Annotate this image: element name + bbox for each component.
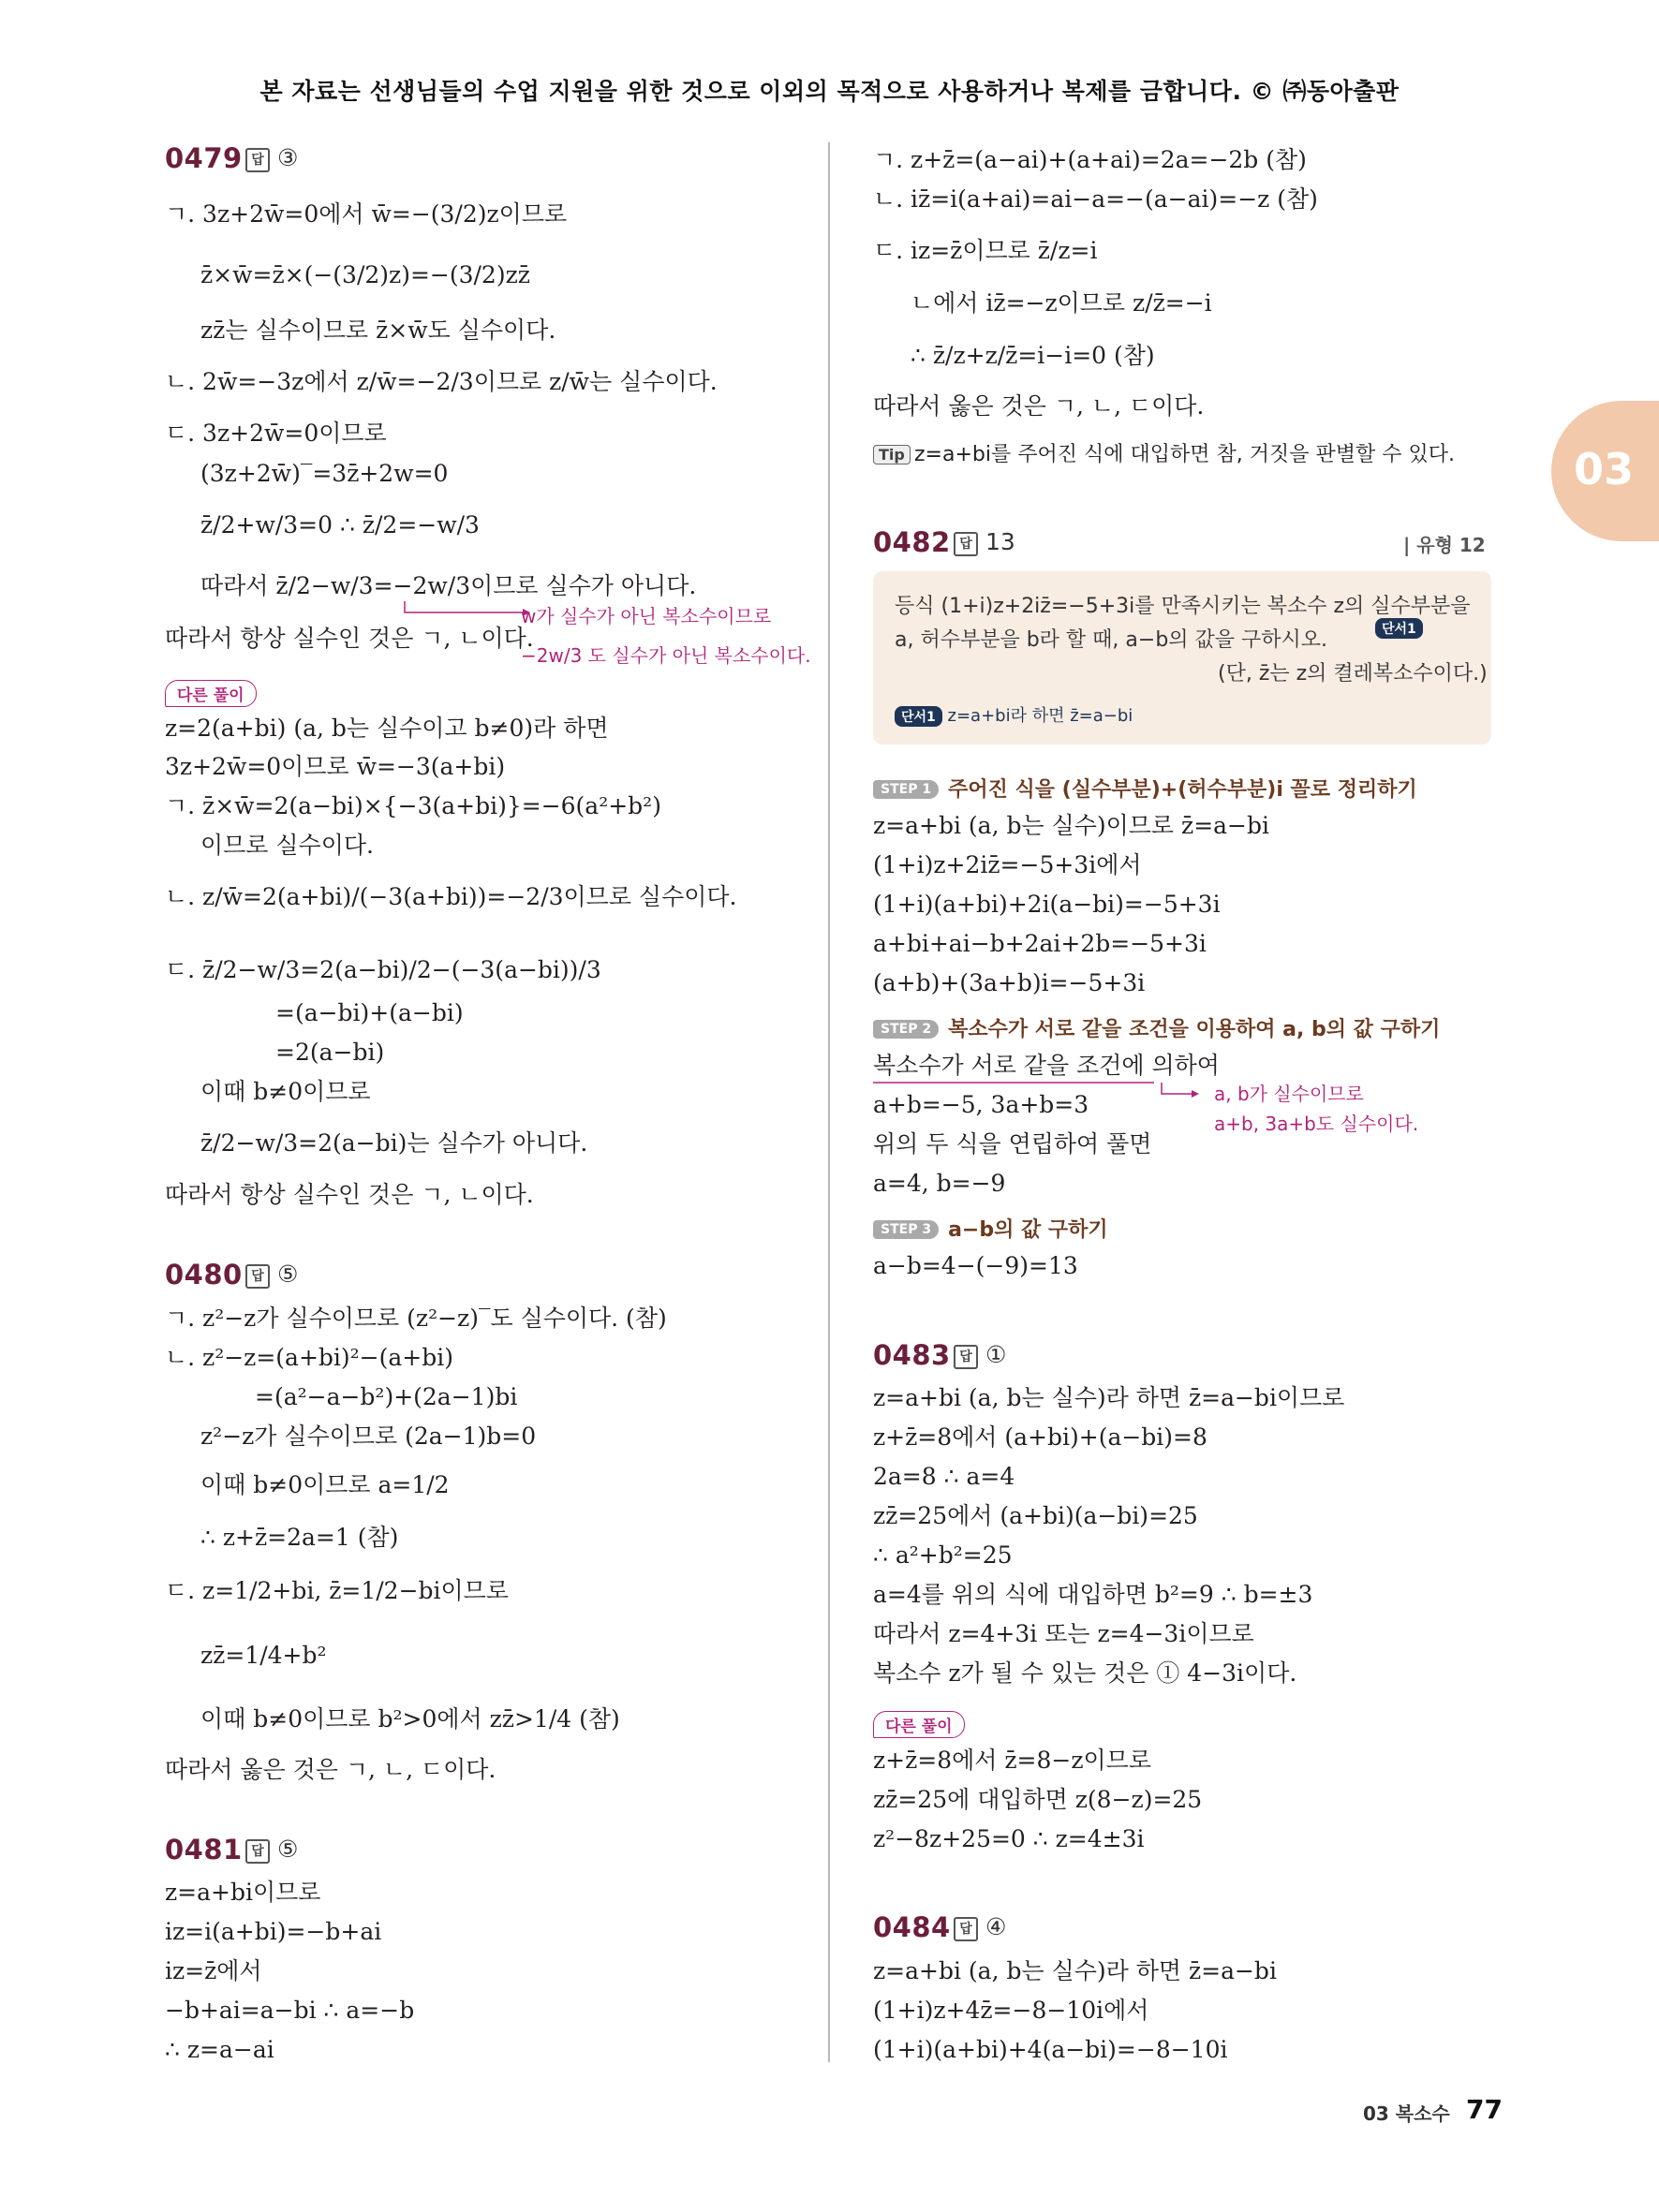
sol-0481-line: ㄱ. z+z̄=(a−ai)+(a+ai)=2a=−2b (참) [873, 146, 1307, 173]
alt-0479-line: =2(a−bi) [275, 1039, 385, 1066]
step-2-title: STEP 2 복소수가 서로 같을 조건을 이용하여 a, b의 값 구하기 [873, 1013, 1440, 1042]
alt-0479-line: =(a−bi)+(a−bi) [275, 999, 464, 1026]
alt-solution-badge-0483: 다른 풀이 [873, 1711, 965, 1738]
answer-0480: 답 ⑤ [245, 1261, 298, 1289]
tip-badge: Tip [873, 445, 911, 465]
footer-page-number: 77 [1466, 2094, 1503, 2125]
sol-0484-line: z=a+bi (a, b는 실수)라 하면 z̄=a−bi [873, 1957, 1277, 1984]
alt-0479-line: z̄/2−w/3=2(a−bi)는 실수가 아니다. [200, 1129, 588, 1157]
problem-number-0483: 0483 [873, 1339, 951, 1371]
problem-number-0481: 0481 [165, 1834, 243, 1865]
sol-0481-line: ∴ z̄/z+z/z̄=i−i=0 (참) [911, 342, 1155, 369]
problem-number-0482: 0482 [873, 526, 951, 558]
sol-0481-line: 따라서 옳은 것은 ㄱ, ㄴ, ㄷ이다. [873, 392, 1205, 420]
hint-badge-inline: 단서1 [1375, 618, 1423, 639]
sol-0481-line: iz=z̄에서 [165, 1957, 262, 1984]
sol-0481-line: −b+ai=a−bi ∴ a=−b [165, 1997, 415, 2024]
alt-solution-badge-0479: 다른 풀이 [165, 680, 257, 707]
sol-0479-line: z̄×w̄=z̄×(−(3/2)z)=−(3/2)zz̄ [200, 261, 530, 288]
sol-0479-line: zz̄는 실수이므로 z̄×w̄도 실수이다. [200, 317, 556, 344]
question-0482-line: a, 허수부분을 b라 할 때, a−b의 값을 구하시오. [895, 628, 1328, 652]
sol-0479-line: ㄴ. 2w̄=−3z에서 z/w̄=−2/3이므로 z/w̄는 실수이다. [165, 368, 718, 395]
alt-0483-line: z²−8z+25=0 ∴ z=4±3i [873, 1825, 1145, 1852]
answer-0484: 답 ④ [954, 1913, 1006, 1941]
alt-0483-line: zz̄=25에 대입하면 z(8−z)=25 [873, 1786, 1203, 1813]
hint-badge: 단서1 [895, 706, 942, 727]
note-0479-1: w가 실수가 아닌 복소수이므로 [521, 605, 772, 627]
step2-line: a+b=−5, 3a+b=3 [873, 1091, 1089, 1118]
answer-tag-icon: 답 [245, 1839, 270, 1864]
note-arrow-0482 [873, 1081, 1210, 1109]
sol-0479-line: ㄱ. 3z+2w̄=0에서 w̄=−(3/2)z이므로 [165, 200, 568, 228]
sol-0483-line: zz̄=25에서 (a+bi)(a−bi)=25 [873, 1502, 1198, 1529]
hint-line: 단서1 z=a+bi라 하면 z̄=a−bi [895, 702, 1133, 727]
problem-number-0480: 0480 [165, 1259, 243, 1290]
note-0482-2: a+b, 3a+b도 실수이다. [1214, 1113, 1419, 1135]
step1-line: (1+i)z+2iz̄=−5+3i에서 [873, 851, 1142, 878]
sol-0480-line: 따라서 옳은 것은 ㄱ, ㄴ, ㄷ이다. [165, 1756, 496, 1783]
answer-tag-icon: 답 [954, 1917, 978, 1941]
alt-0479-line: 이때 b≠0이므로 [200, 1078, 371, 1105]
sol-0484-line: (1+i)z+4z̄=−8−10i에서 [873, 1997, 1149, 2024]
step-3-title: STEP 3 a−b의 값 구하기 [873, 1214, 1108, 1243]
copyright-notice: 본 자료는 선생님들의 수업 지원을 위한 것으로 이외의 목적으로 사용하거나 복제를 금합니다. © ㈜동아출판 [259, 78, 1400, 105]
sol-0480-line: zz̄=1/4+b² [200, 1642, 327, 1669]
step3-line: a−b=4−(−9)=13 [873, 1252, 1078, 1279]
sol-0481-line: ㄴ. iz̄=i(a+ai)=ai−a=−(a−ai)=−z (참) [873, 185, 1318, 213]
sol-0481-line: ㄴ에서 iz̄=−z이므로 z/z̄=−i [911, 289, 1212, 317]
sol-0480-line: =(a²−a−b²)+(2a−1)bi [255, 1383, 518, 1410]
problem-number-0484: 0484 [873, 1911, 951, 1943]
sol-0480-line: ∴ z+z̄=2a=1 (참) [200, 1524, 399, 1551]
note-0479-2: −2w/3 도 실수가 아닌 복소수이다. [521, 644, 811, 667]
sol-0483-line: 2a=8 ∴ a=4 [873, 1463, 1015, 1490]
sol-0484-line: (1+i)(a+bi)+4(a−bi)=−8−10i [873, 2036, 1228, 2063]
column-divider [828, 142, 830, 2062]
sol-0481-line: ∴ z=a−ai [165, 2036, 274, 2063]
step-1-title: STEP 1 주어진 식을 (실수부분)+(허수부분)i 꼴로 정리하기 [873, 774, 1417, 803]
answer-tag-icon: 답 [245, 1264, 270, 1289]
sol-0483-line: a=4를 위의 식에 대입하면 b²=9 ∴ b=±3 [873, 1581, 1313, 1608]
sol-0480-line: ㄴ. z²−z=(a+bi)²−(a+bi) [165, 1344, 453, 1371]
alt-0479-line: 3z+2w̄=0이므로 w̄=−3(a+bi) [165, 753, 506, 780]
sol-0483-line: 복소수 z가 될 수 있는 것은 ① 4−3i이다. [873, 1659, 1297, 1687]
sol-0481-line: iz=i(a+bi)=−b+ai [165, 1918, 382, 1945]
answer-tag-icon: 답 [954, 532, 978, 556]
sol-0479-line: 따라서 z̄/2−w/3=−2w/3이므로 실수가 아니다. [200, 572, 697, 599]
problem-number-0479: 0479 [165, 142, 243, 174]
question-0482-line: (단, z̄는 z의 켤레복소수이다.) [1218, 662, 1488, 686]
sol-0483-line: 따라서 z=4+3i 또는 z=4−3i이므로 [873, 1620, 1254, 1647]
answer-tag-icon: 답 [954, 1345, 978, 1369]
alt-0479-line: 따라서 항상 실수인 것은 ㄱ, ㄴ이다. [165, 1181, 534, 1208]
note-0482-1: a, b가 실수이므로 [1214, 1083, 1364, 1105]
sol-0479-line: z̄/2+w/3=0 ∴ z̄/2=−w/3 [200, 511, 480, 538]
alt-0479-line: 이므로 실수이다. [200, 832, 374, 859]
step2-line: 위의 두 식을 연립하여 풀면 [873, 1130, 1152, 1158]
alt-0479-line: ㄱ. z̄×w̄=2(a−bi)×{−3(a+bi)}=−6(a²+b²) [165, 792, 661, 819]
alt-0479-line: ㄷ. z̄/2−w/3=2(a−bi)/2−(−3(a−bi))/3 [165, 956, 601, 983]
sol-0480-line: 이때 b≠0이므로 a=1/2 [200, 1471, 450, 1498]
answer-tag-icon: 답 [245, 148, 270, 172]
step2-line: 복소수가 서로 같을 조건에 의하여 [873, 1052, 1220, 1079]
sol-0479-line: ㄷ. 3z+2w̄=0이므로 [165, 420, 387, 447]
answer-0479: 답 ③ [245, 144, 298, 172]
sol-0480-line: ㄷ. z=1/2+bi, z̄=1/2−bi이므로 [165, 1577, 509, 1604]
chapter-tab-number: 03 [1574, 444, 1635, 494]
answer-0481: 답 ⑤ [245, 1836, 298, 1864]
sol-0481-line: z=a+bi이므로 [165, 1879, 321, 1906]
sol-0479-line: (3z+2w̄)‾=3z̄+2w=0 [200, 460, 449, 487]
sol-0480-line: z²−z가 실수이므로 (2a−1)b=0 [200, 1423, 537, 1450]
sol-0480-line: ㄱ. z²−z가 실수이므로 (z²−z)‾도 실수이다. (참) [165, 1305, 667, 1332]
tip-text: z=a+bi를 주어진 식에 대입하면 참, 거짓을 판별할 수 있다. [914, 443, 1455, 466]
sol-0483-line: z=a+bi (a, b는 실수)라 하면 z̄=a−bi이므로 [873, 1384, 1345, 1411]
step1-line: (1+i)(a+bi)+2i(a−bi)=−5+3i [873, 891, 1221, 918]
sol-0479-line: 따라서 항상 실수인 것은 ㄱ, ㄴ이다. [165, 625, 534, 652]
footer-chapter: 03 복소수 [1363, 2102, 1450, 2125]
problem-type-tag: | 유형 12 [1403, 534, 1486, 556]
question-0482-line: 등식 (1+i)z+2iz̄=−5+3i를 만족시키는 복소수 z의 실수부분을 [895, 595, 1471, 618]
alt-0479-line: ㄴ. z/w̄=2(a+bi)/(−3(a+bi))=−2/3이므로 실수이다. [165, 883, 737, 910]
alt-0483-line: z+z̄=8에서 z̄=8−z이므로 [873, 1747, 1151, 1774]
step1-line: a+bi+ai−b+2ai+2b=−5+3i [873, 930, 1207, 957]
sol-0480-line: 이때 b≠0이므로 b²>0에서 zz̄>1/4 (참) [200, 1705, 620, 1733]
sol-0483-line: ∴ a²+b²=25 [873, 1541, 1013, 1569]
note-arrow-0479 [403, 599, 534, 618]
sol-0481-line: ㄷ. iz=z̄이므로 z̄/z=i [873, 237, 1098, 264]
step1-line: z=a+bi (a, b는 실수)이므로 z̄=a−bi [873, 812, 1269, 839]
answer-0483: 답 ① [954, 1341, 1006, 1369]
step2-line: a=4, b=−9 [873, 1170, 1006, 1197]
alt-0479-line: z=2(a+bi) (a, b는 실수이고 b≠0)라 하면 [165, 715, 609, 742]
sol-0483-line: z+z̄=8에서 (a+bi)+(a−bi)=8 [873, 1423, 1207, 1451]
answer-0482: 답 13 [954, 528, 1015, 556]
step1-line: (a+b)+(3a+b)i=−5+3i [873, 969, 1146, 996]
